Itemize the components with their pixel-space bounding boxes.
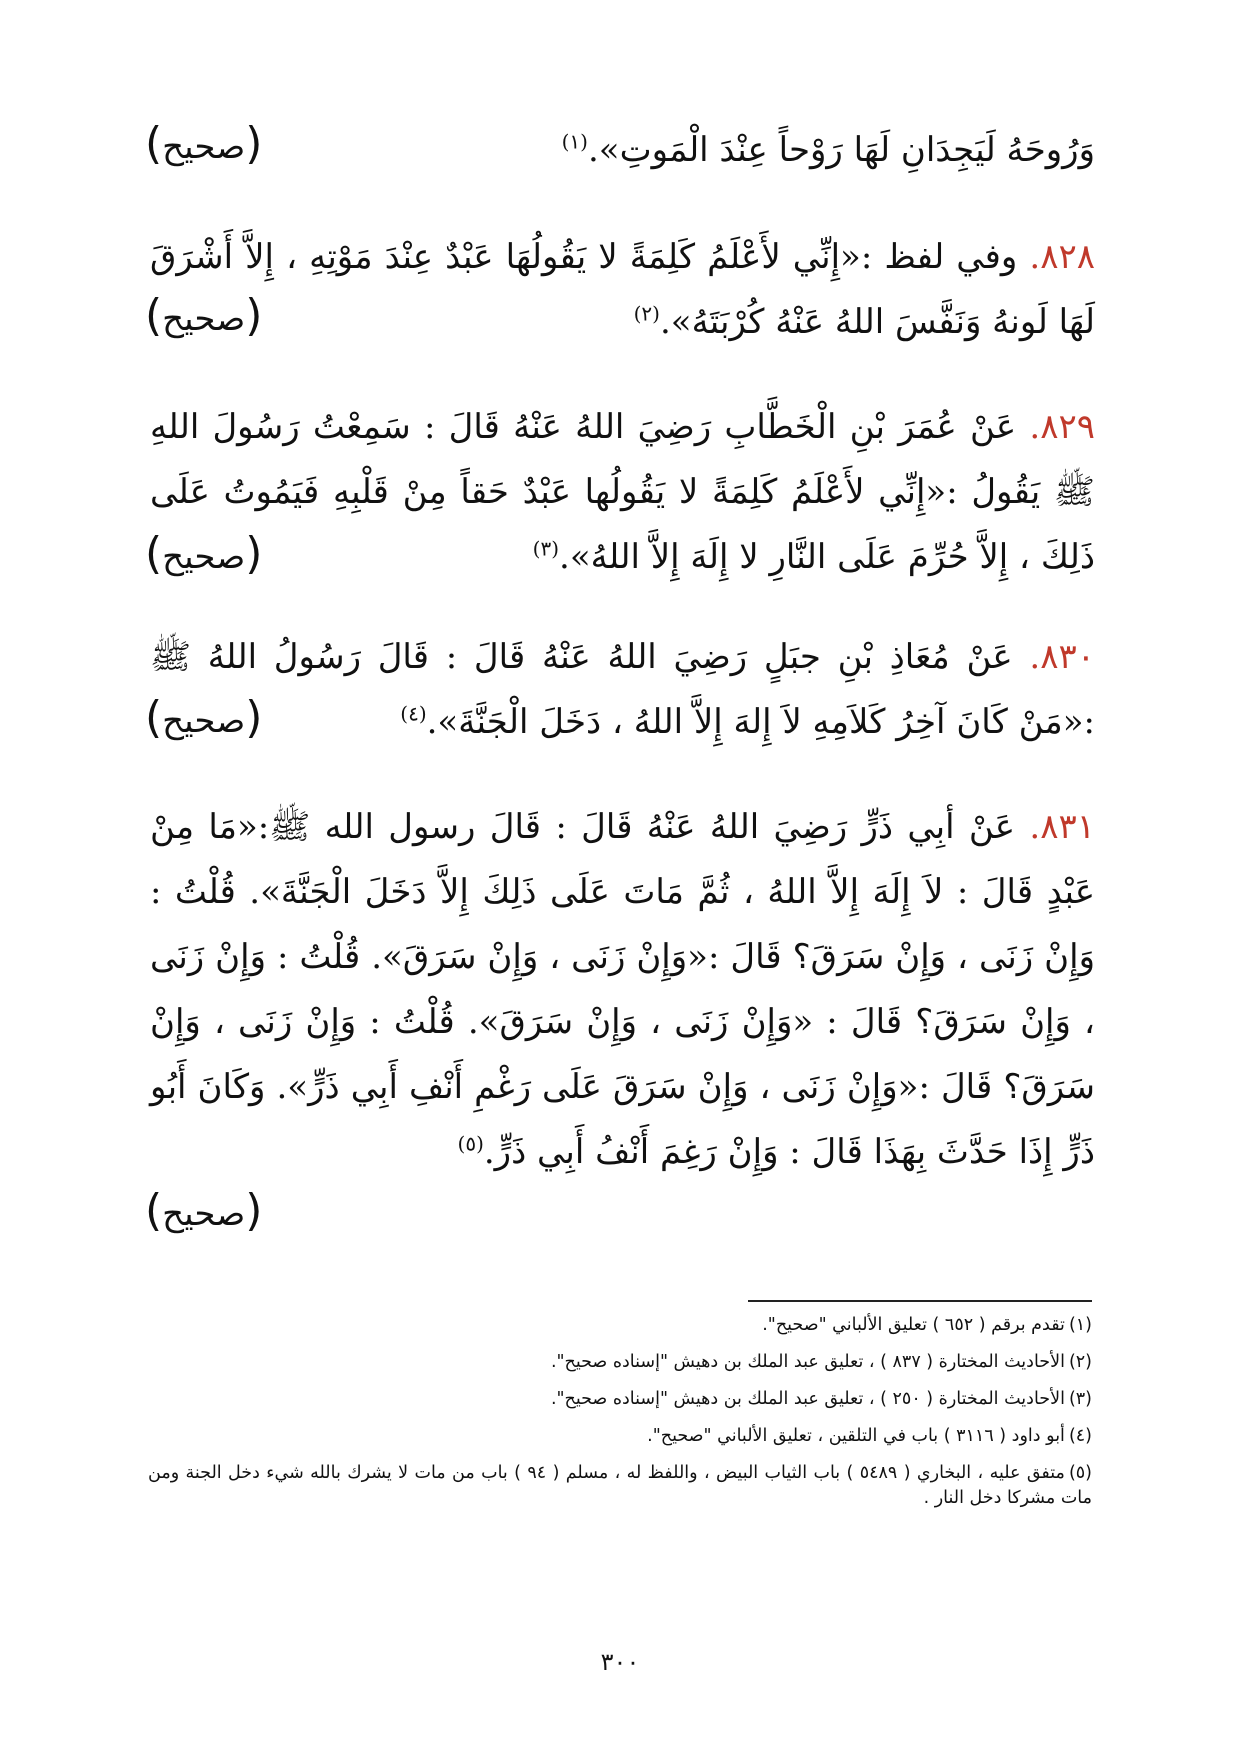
hadith-text: عَنْ عُمَرَ بْنِ الْخَطَّابِ رَضِيَ اللهُ عَنْهُ قَالَ : سَمِعْتُ رَسُولَ اللهِ ﷺ يَقُولُ :«إِنِّي لأَعْلَمُ كَلِمَةً لا يَقُولُها عَبْدٌ حَقاً مِنْ قَلْبِهِ فَيَمُوتُ عَلَى ذَلِكَ ، إِلاَّ حُرِّمَ عَلَى النَّارِ لا إِلَهَ إِلاَّ اللهُ». — [150, 407, 1095, 577]
page-number: ٣٠٠ — [600, 1648, 640, 1676]
footnote-ref: (٣) — [532, 536, 560, 561]
footnote-3: (٣)الأحاديث المختارة ( ٢٥٠ ) ، تعليق عبد الملك بن دهيش "إسناده صحيح". — [550, 1389, 1092, 1409]
footnote-divider — [748, 1300, 1092, 1302]
hadith-text: وَرُوحَهُ لَيَجِدَانِ لَهَا رَوْحاً عِنْدَ الْمَوتِ».$^{(١)}$ — [561, 129, 1095, 170]
hadith-830 — [150, 625, 1095, 755]
footnote-5: (٥)متفق عليه ، البخاري ( ٥٤٨٩ ) باب الثياب البيض ، واللفظ له ، مسلم ( ٩٤ ) باب من مات لا يشرك بالله شيء دخل الجنة ومن مات مشركا دخل النار . — [148, 1463, 1092, 1508]
hadith-text: وفي لفظ :«إِنِّي لأَعْلَمُ كَلِمَةً لا يَقُولُهَا عَبْدٌ عِنْدَ مَوْتِهِ ، إِلاَّ أَشْرَقَ لَهَا لَونهُ وَنَفَّسَ اللهُ عَنْهُ كُرْبَتَهُ». — [150, 237, 1095, 342]
grade-label: (صحيح) — [145, 118, 263, 169]
hadith-number: ٨٣١. — [1029, 807, 1096, 847]
footnote-1: (١)تقدم برقم ( ٦٥٢ ) تعليق الألباني "صحيح". — [762, 1315, 1092, 1335]
hadith-828 — [150, 225, 1095, 355]
hadith-831 — [150, 795, 1095, 1185]
grade-label: (صحيح) — [145, 528, 263, 579]
footnote-ref: (١) — [561, 129, 588, 154]
hadith-number: ٨٢٩. — [1029, 407, 1095, 447]
hadith-number: ٨٢٨. — [1029, 237, 1095, 277]
footnote-ref: (٤) — [400, 701, 427, 726]
hadith-number: ٨٣٠. — [1029, 637, 1095, 677]
hadith-text: عَنْ أبِي ذَرٍّ رَضِيَ اللهُ عَنْهُ قَالَ : قَالَ رسول الله ﷺ:«مَا مِنْ عَبْدٍ قَالَ : لاَ إِلَهَ إِلاَّ اللهُ ، ثُمَّ مَاتَ عَلَى ذَلِكَ إِلاَّ دَخَلَ الْجَنَّةَ». قُلْتُ : وَإِنْ زَنَى ، وَإِنْ سَرَقَ؟ قَالَ :«وَإِنْ زَنَى ، وَإِنْ سَرَقَ». قُلْتُ : وَإِنْ زَنَى ، وَإِنْ سَرَقَ؟ قَالَ : «وَإِنْ زَنَى ، وَإِنْ سَرَقَ». قُلْتُ : وَإِنْ زَنَى ، وَإِنْ سَرَقَ؟ قَالَ :«وَإِنْ زَنَى ، وَإِنْ سَرَقَ عَلَى رَغْمِ أَنْفِ أَبِي ذَرٍّ». وَكَانَ أَبُو ذَرٍّ إِذَا حَدَّثَ بِهَذَا قَالَ : وَإِنْ رَغِمَ أَنْفُ أَبِي ذَرٍّ. — [150, 807, 1095, 1172]
footnote-ref: (٢) — [633, 301, 660, 326]
footnote-ref: (٥) — [457, 1131, 484, 1156]
footnote-4: (٤)أبو داود ( ٣١١٦ ) باب في التلقين ، تعليق الألباني "صحيح". — [647, 1426, 1092, 1446]
grade-label: (صحيح) — [145, 290, 263, 341]
grade-label: (صحيح) — [145, 692, 263, 743]
hadith-continuation — [150, 118, 1095, 183]
hadith-text: عَنْ مُعَاذِ بْنِ جبَلٍ رَضِيَ اللهُ عَنْهُ قَالَ : قَالَ رَسُولُ اللهُ ﷺ :«مَنْ كَانَ آخِرُ كَلاَمِهِ لاَ إِلهَ إِلاَّ اللهُ ، دَخَلَ الْجَنَّةَ». — [150, 637, 1095, 742]
hadith-829 — [150, 395, 1095, 590]
footnote-2: (٢)الأحاديث المختارة ( ٨٣٧ ) ، تعليق عبد الملك بن دهيش "إسناده صحيح". — [550, 1352, 1092, 1372]
grade-label: (صحيح) — [145, 1185, 263, 1236]
